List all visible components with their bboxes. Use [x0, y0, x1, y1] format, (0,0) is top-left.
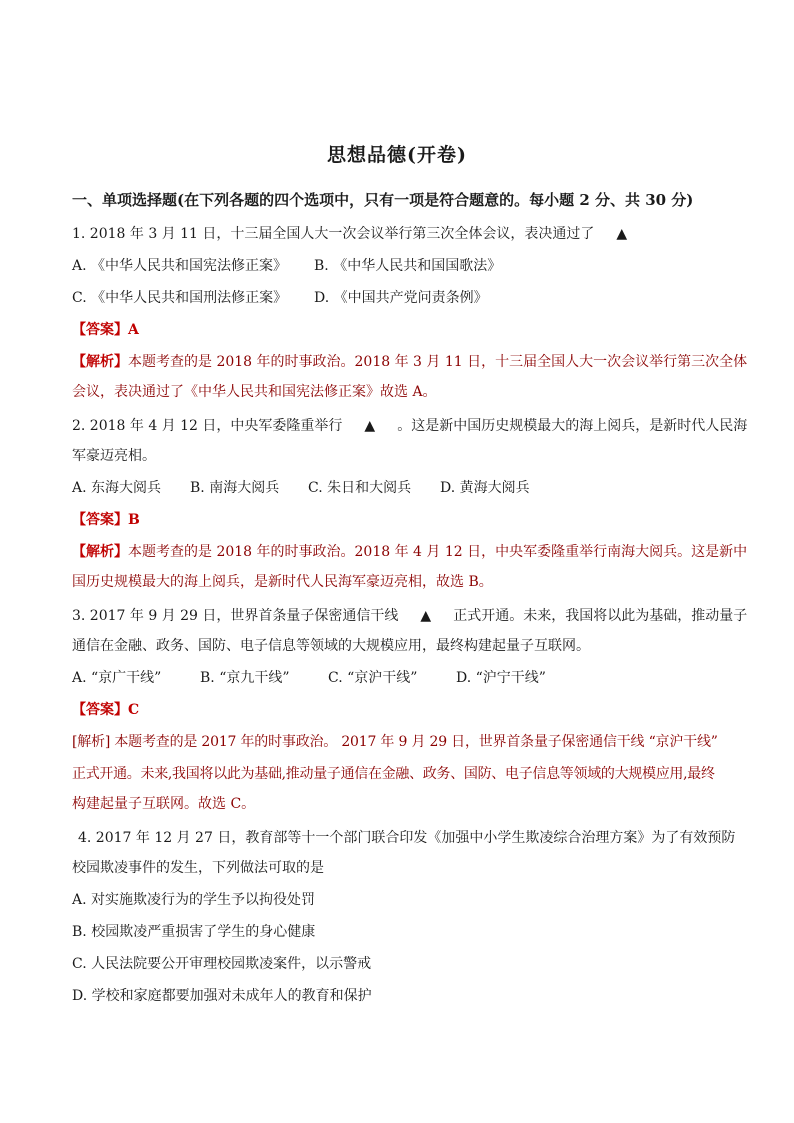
q3-answer: 【答案】C [72, 702, 140, 718]
section-heading: 一、单项选择题(在下列各题的四个选项中，只有一项是符合题意的。每小题 2 分、共 30 分) [72, 191, 694, 209]
q2-option-a: A. 东海大阅兵 [72, 480, 162, 496]
q1-stem-line [72, 224, 732, 244]
q1-option-d: D. 《中国共产党问责条例》 [314, 290, 488, 306]
blank-marker-icon: ▲ [616, 226, 628, 242]
q3-stem-line-2: 通信在金融、政务、国防、电子信息等领域的大规模应用，最终构建起量子互联网。 [72, 638, 590, 654]
q1-option-b: B. 《中华人民共和国国歌法》 [314, 258, 502, 274]
q1-analysis-text-1: 本题考查的是 2018 年的时事政治。2018 年 3 月 11 日，十三届全国人大一次会议举行第三次全体 [128, 354, 748, 370]
q2-stem-line-2: 军豪迈亮相。 [72, 448, 156, 464]
q4-stem-line-1: 4. 2017 年 12 月 27 日，教育部等十一个部门联合印发《加强中小学生欺凌综合治理方案》为了有效预防 [78, 830, 736, 846]
q4-option-d: D. 学校和家庭都要加强对未成年人的教育和保护 [72, 988, 372, 1004]
q2-option-d: D. 黄海大阅兵 [440, 480, 530, 496]
q3-option-a: A. “京广干线” [72, 670, 162, 686]
q1-analysis-label: 【解析】 [72, 354, 128, 370]
q3-analysis-line-3: 构建起量子互联网。故选 C。 [72, 796, 256, 812]
q2-analysis-text-1: 本题考查的是 2018 年的时事政治。2018 年 4 月 12 日，中央军委隆重举行南海大阅兵。这是新中 [128, 544, 748, 560]
blank-marker-icon: ▲ [364, 418, 376, 434]
q1-analysis-line-1 [72, 352, 748, 372]
q3-stem-a: 3. 2017 年 9 月 29 日，世界首条量子保密通信干线 [72, 608, 399, 624]
q4-stem-line-2: 校园欺凌事件的发生，下列做法可取的是 [72, 860, 324, 876]
q2-option-b: B. 南海大阅兵 [190, 480, 280, 496]
q2-option-c: C. 朱日和大阅兵 [308, 480, 412, 496]
q4-option-a: A. 对实施欺凌行为的学生予以拘役处罚 [72, 892, 316, 908]
q2-stem-a: 2. 2018 年 4 月 12 日，中央军委隆重举行 [72, 418, 343, 434]
q3-stem-b: 正式开通。未来，我国将以此为基础，推动量子 [453, 608, 748, 624]
q2-analysis-label: 【解析】 [72, 544, 128, 560]
q2-analysis-line-2: 国历史规模最大的海上阅兵，是新时代人民海军豪迈亮相，故选 B。 [72, 574, 493, 590]
q2-stem-b: 。这是新中国历史规模最大的海上阅兵，是新时代人民海 [397, 418, 748, 434]
q4-option-c: C. 人民法院要公开审理校园欺凌案件，以示警戒 [72, 956, 372, 972]
q3-analysis-line-1: [解析] 本题考查的是 2017 年的时事政治。 2017 年 9 月 29 日，世界首条量子保密通信干线 “京沪干线” [72, 734, 718, 750]
q4-option-b: B. 校园欺凌严重损害了学生的身心健康 [72, 924, 316, 940]
q1-options-row-2 [72, 288, 732, 308]
q3-option-d: D. “沪宁干线” [456, 670, 546, 686]
q2-analysis-line-1 [72, 542, 748, 562]
q3-analysis-line-2: 正式开通。未来,我国将以此为基础,推动量子通信在金融、政务、国防、电子信息等领域的大规模应用,最终 [72, 766, 715, 782]
q1-option-a: A. 《中华人民共和国宪法修正案》 [72, 258, 288, 274]
q2-answer: 【答案】B [72, 512, 140, 528]
q1-options-row-1 [72, 256, 732, 276]
q3-option-c: C. “京沪干线” [328, 670, 418, 686]
blank-marker-icon: ▲ [420, 608, 432, 624]
q2-stem-line-1 [72, 416, 748, 436]
q3-stem-line-1 [72, 606, 748, 626]
q3-option-b: B. “京九干线” [200, 670, 290, 686]
q1-analysis-line-2: 会议，表决通过了《中华人民共和国宪法修正案》故选 A。 [72, 384, 437, 400]
q2-options-row [72, 478, 732, 498]
page-title: 思想品德(开卷) [327, 144, 467, 166]
q1-stem: 1. 2018 年 3 月 11 日，十三届全国人大一次会议举行第三次全体会议，表决通过了 [72, 226, 595, 242]
q1-answer: 【答案】A [72, 322, 139, 338]
q1-option-c: C. 《中华人民共和国刑法修正案》 [72, 290, 288, 306]
q3-options-row [72, 668, 732, 688]
